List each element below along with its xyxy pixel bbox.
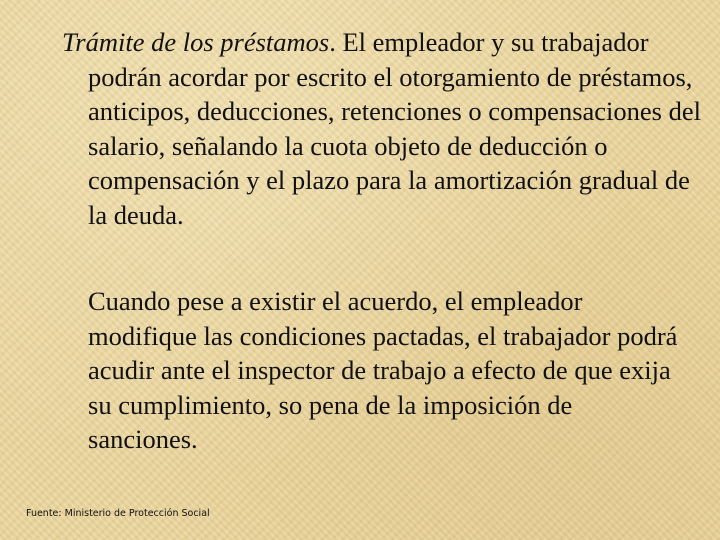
paragraph-body: El empleador y su trabajador podrán acordar por escrito el otorgamiento de préstamos, anticipos, deducciones, retenciones o compensaciones del salario, señalando la cuota objeto de deducción o compensación y el plazo para la amortización gradual de la deuda.	[88, 27, 701, 230]
paragraph-body: Cuando pese a existir el acuerdo, el empleador modifique las condiciones pactadas, el trabajador podrá acudir ante el inspector de trabajo a efecto de que exija su cumplimiento, so pena de la imposición de sanciones.	[88, 286, 678, 455]
paragraph-loans-procedure	[62, 25, 703, 233]
paragraph-agreement-breach	[88, 284, 678, 457]
paragraph-title-period: .	[329, 27, 336, 57]
paragraph-title: Trámite de los préstamos	[62, 27, 330, 57]
source-note: Fuente: Ministerio de Protección Social	[26, 508, 210, 519]
